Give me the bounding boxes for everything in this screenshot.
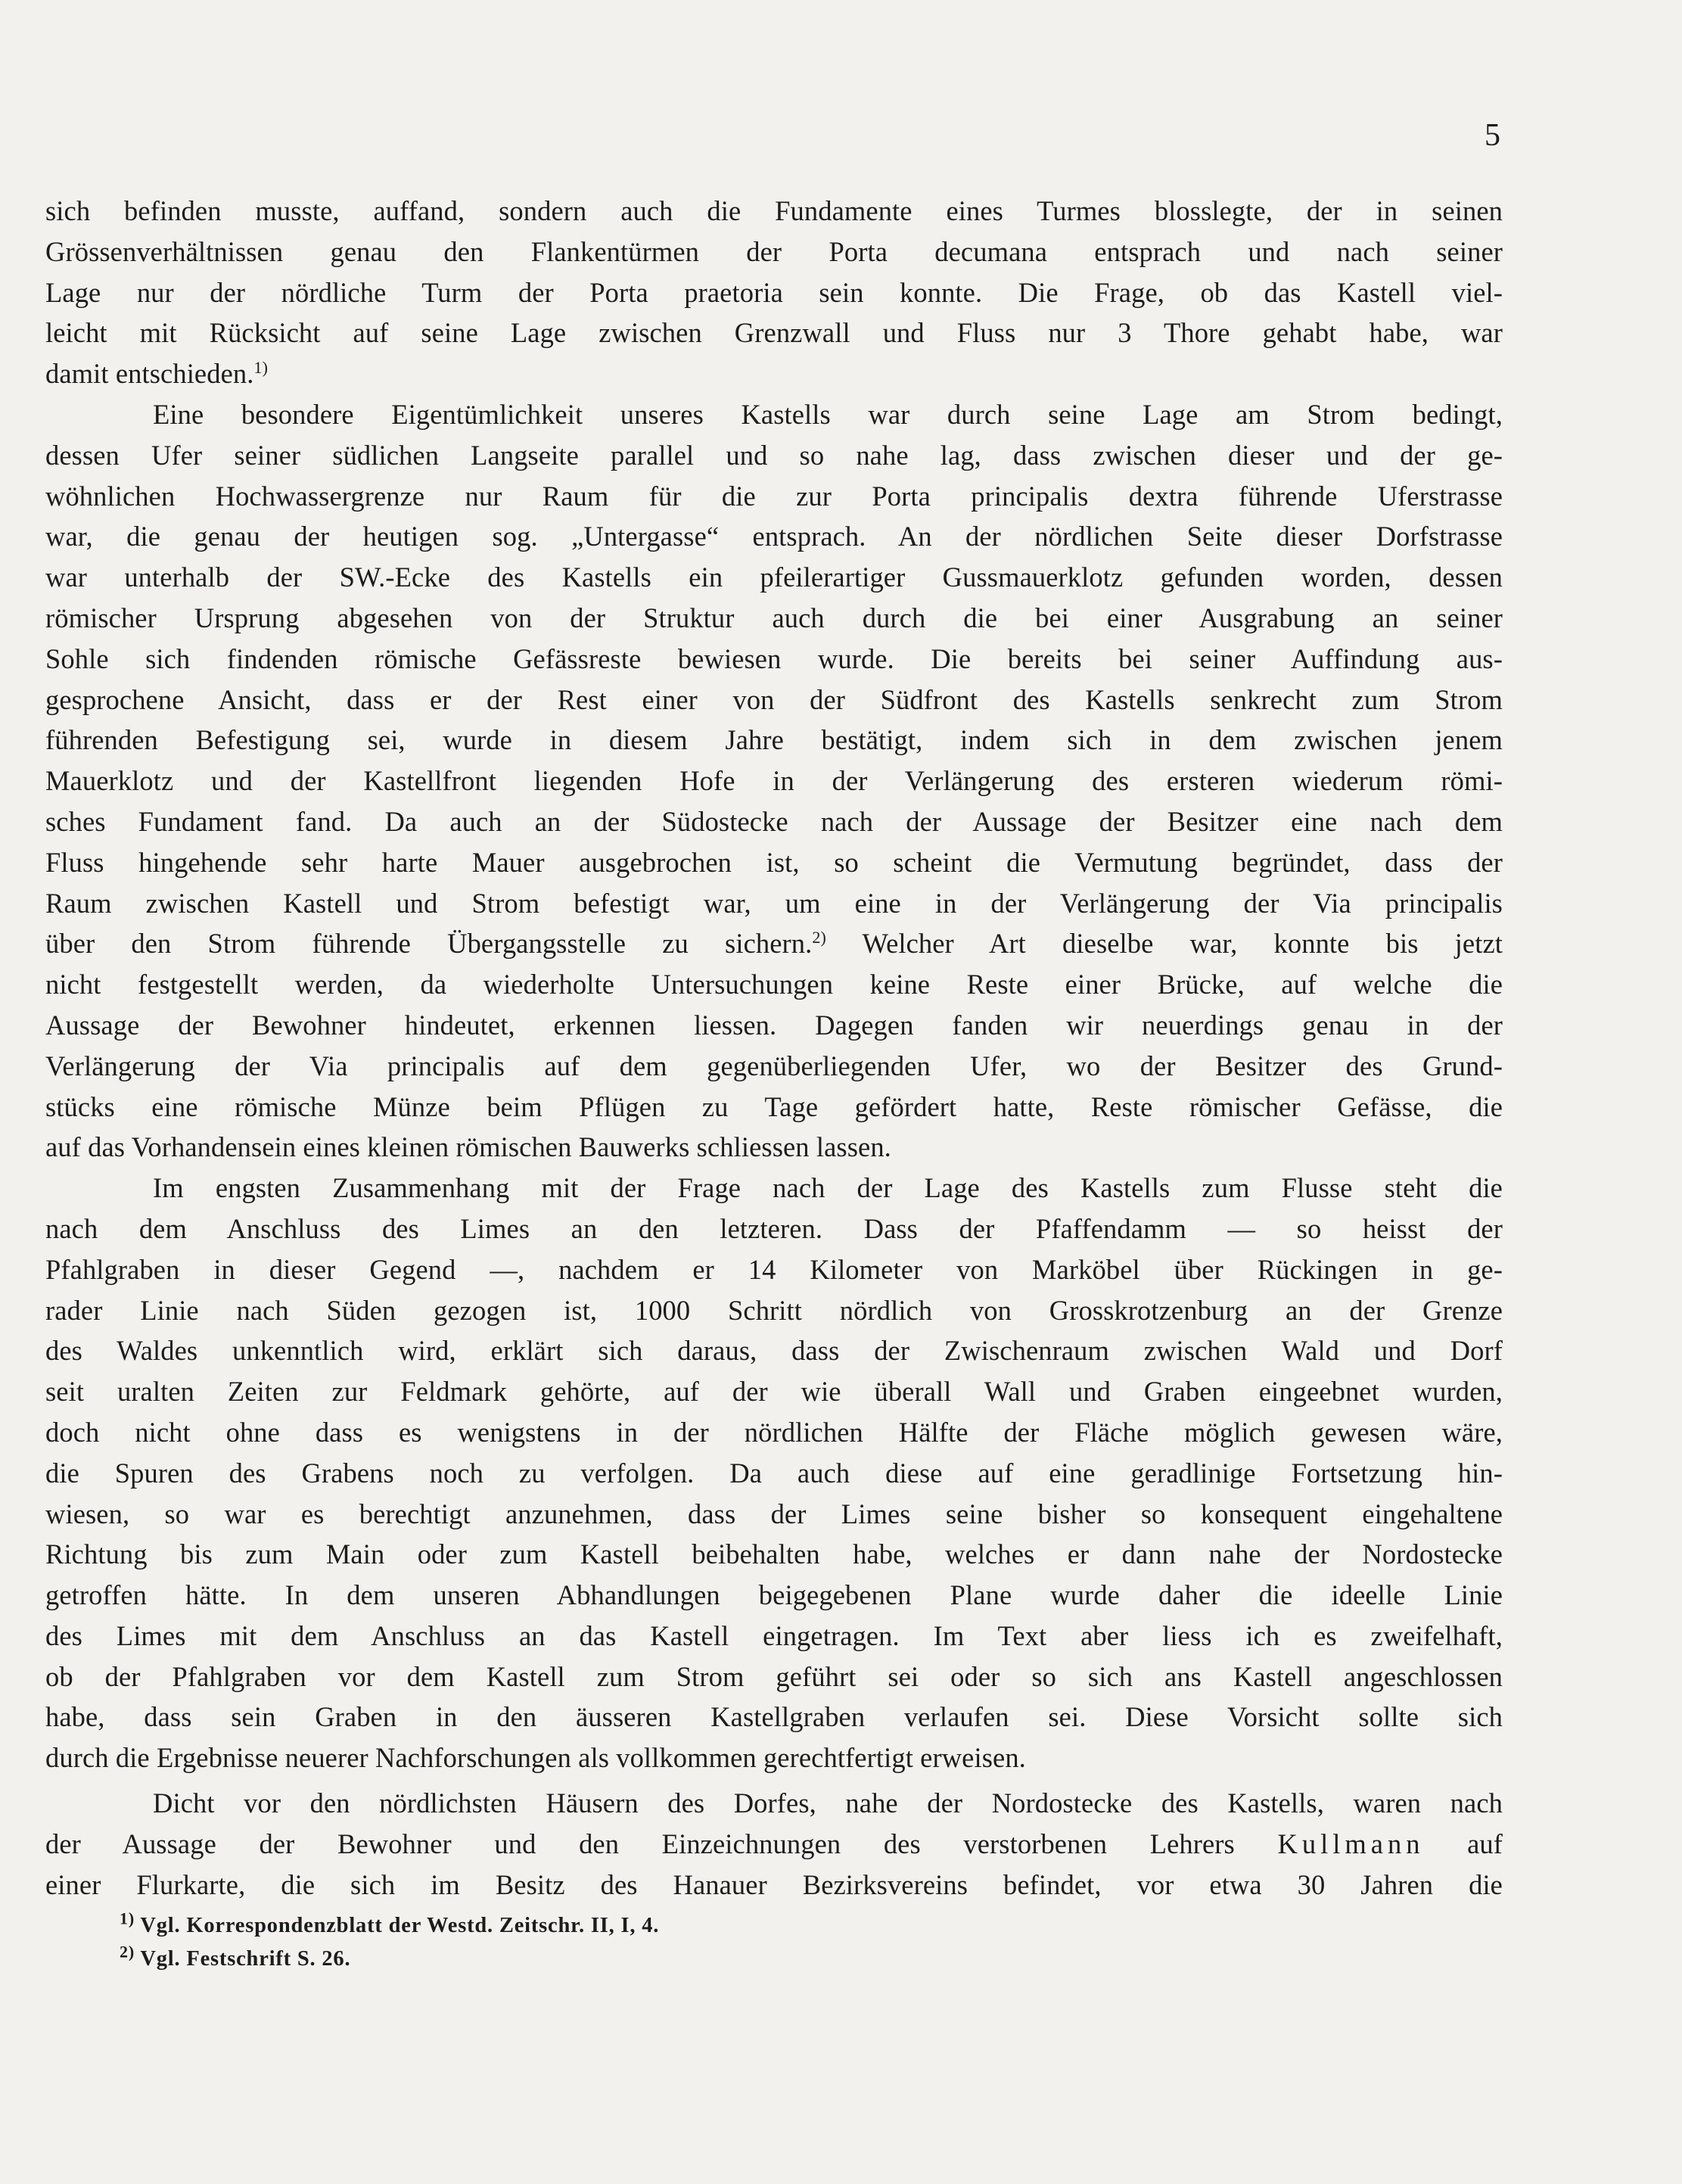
text-line: dessen Ufer seiner südlichen Langseite parallel und so nahe lag, dass zwischen dieser und der ge- [45,439,1503,471]
text-line: Pfahlgraben in dieser Gegend —, nachdem er 14 Kilometer von Marköbel über Rückingen in ge- [45,1253,1503,1285]
text-line: Verlängerung der Via principalis auf dem gegenüberliegenden Ufer, wo der Besitzer des Grund- [45,1050,1503,1081]
text-fragment: der Aussage der Bewohner und den Einzeichnungen des verstorbenen Lehrers [45,1828,1235,1859]
text-fragment: damit entschieden. [45,358,254,390]
footnote-number-value: 2 [120,1942,129,1962]
text-line: Lage nur der nördliche Turm der Porta praetoria sein konnte. Die Frage, ob das Kastell viel- [45,276,1503,308]
text-line: Sohle sich findenden römische Gefässreste bewiesen wurde. Die bereits bei seiner Auffindung aus- [45,642,1503,674]
footnote-marker-number: 1 [253,358,263,378]
footnote-text: Vgl. Korrespondenzblatt der Westd. Zeitschr. II, I, 4. [140,1914,660,1937]
footnote [120,1909,1255,1943]
body-text [45,191,1503,1905]
text-line: Aussage der Bewohner hindeutet, erkennen liessen. Dagegen fanden wir neuerdings genau in der [45,1009,1503,1041]
text-line: sches Fundament fand. Da auch an der Südostecke nach der Aussage der Besitzer eine nach dem [45,805,1503,837]
text-line: führenden Befestigung sei, wurde in diesem Jahre bestätigt, indem sich in dem zwischen jenem [45,724,1503,756]
text-line: war, die genau der heutigen sog. „Untergasse“ entsprach. An der nördlichen Seite dieser Dorfstrasse [45,521,1503,552]
text-line: wiesen, so war es berechtigt anzunehmen, dass der Limes seine bisher so konsequent eingehaltene [45,1498,1503,1529]
page-number: 5 [1485,118,1500,153]
text-line: wöhnlichen Hochwassergrenze nur Raum für die zur Porta principalis dextra führende Uferstrasse [45,480,1503,512]
text-line: auf das Vorhandensein eines kleinen römischen Bauwerks schliessen lassen. [45,1131,891,1163]
text-fragment: Welcher Art dieselbe war, konnte bis jetzt [862,928,1503,960]
text-line: seit uralten Zeiten zur Feldmark gehörte, auf der wie überall Wall und Graben eingeebnet wurden, [45,1376,1503,1408]
text-line: nicht festgestellt werden, da wiederholte Untersuchungen keine Reste einer Brücke, auf welche die [45,969,1503,1000]
footnote-number: 1) [120,1909,135,1928]
text-line: Eine besondere Eigentümlichkeit unseres Kastells war durch seine Lage am Strom bedingt, [153,398,1503,430]
text-line: getroffen hätte. In dem unseren Abhandlungen beigegebenen Plane wurde daher die ideelle Linie [45,1579,1503,1611]
text-line [45,1824,1503,1865]
text-line: Im engsten Zusammenhang mit der Frage nach der Lage des Kastells zum Flusse steht die [153,1172,1503,1204]
text-line: durch die Ergebnisse neuerer Nachforschungen als vollkommen gerechtfertigt erweisen. [45,1742,1026,1774]
text-line: sich befinden musste, auffand, sondern auch die Fundamente eines Turmes blosslegte, der in seinen [45,195,1503,226]
text-line: Dicht vor den nördlichsten Häusern des Dorfes, nahe der Nordostecke des Kastells, waren nach [153,1787,1503,1819]
text-line: stücks eine römische Münze beim Pflügen zu Tage gefördert hatte, Reste römischer Gefässe, die [45,1090,1503,1122]
footnote-marker-number: 2 [812,928,821,947]
text-line: des Limes mit dem Anschluss an das Kastell eingetragen. Im Text aber liess ich es zweifelhaft, [45,1619,1503,1651]
text-line: Fluss hingehende sehr harte Mauer ausgebrochen ist, so scheint die Vermutung begründet, dass der [45,846,1503,878]
text-line: Richtung bis zum Main oder zum Kastell beibehalten habe, welches er dann nahe der Nordostecke [45,1538,1503,1570]
text-fragment: auf [1467,1828,1503,1859]
text-line: war unterhalb der SW.-Ecke des Kastells ein pfeilerartiger Gussmauerklotz gefunden worden, dessen [45,562,1503,593]
text-fragment: über den Strom führende Übergangsstelle zu sichern. [45,928,813,960]
text-line: Raum zwischen Kastell und Strom befestigt war, um eine in der Verlängerung der Via principalis [45,887,1503,919]
text-line: gesprochene Ansicht, dass er der Rest einer von der Südfront des Kastells senkrecht zum Strom [45,683,1503,715]
text-line: doch nicht ohne dass es wenigstens in der nördlichen Hälfte der Fläche möglich gewesen wäre, [45,1416,1503,1448]
text-line: ob der Pfahlgraben vor dem Kastell zum Strom geführt sei oder so sich ans Kastell angeschlossen [45,1660,1503,1692]
text-line: habe, dass sein Graben in den äusseren Kastellgraben verlaufen sei. Diese Vorsicht sollte sich [45,1701,1503,1733]
text-line: Grössenverhältnissen genau den Flankentürmen der Porta decumana entsprach und nach seiner [45,235,1503,267]
footnote-marker: 1) [253,358,269,378]
text-line: die Spuren des Grabens noch zu verfolgen. Da auch diese auf eine geradlinige Fortsetzung hin- [45,1457,1503,1489]
person-name: Kullmann [1277,1828,1425,1859]
footnote-number: 2) [120,1942,135,1962]
text-line: Mauerklotz und der Kastellfront liegenden Hofe in der Verlängerung des ersteren wiederum römi- [45,765,1503,797]
footnote-marker: 2) [812,928,826,947]
text-line [45,353,1503,394]
text-line: nach dem Anschluss des Limes an den letzteren. Dass der Pfaffendamm — so heisst der [45,1212,1503,1244]
text-line: rader Linie nach Süden gezogen ist, 1000 Schritt nördlich von Grosskrotzenburg an der Grenze [45,1294,1503,1326]
text-line: römischer Ursprung abgesehen von der Struktur auch durch die bei einer Ausgrabung an seiner [45,602,1503,633]
text-line: des Waldes unkenntlich wird, erklärt sich daraus, dass der Zwischenraum zwischen Wald und Dorf [45,1335,1503,1367]
footnote-number-value: 1 [120,1909,129,1928]
footnote-text: Vgl. Festschrift S. 26. [140,1947,351,1971]
footnotes [120,1909,1255,1976]
text-line: leicht mit Rücksicht auf seine Lage zwischen Grenzwall und Fluss nur 3 Thore gehabt habe, war [45,317,1503,349]
text-line: einer Flurkarte, die sich im Besitz des Hanauer Bezirksvereins befindet, vor etwa 30 Jahren die [45,1868,1503,1900]
text-line [45,923,1503,964]
footnote [120,1943,1255,1976]
